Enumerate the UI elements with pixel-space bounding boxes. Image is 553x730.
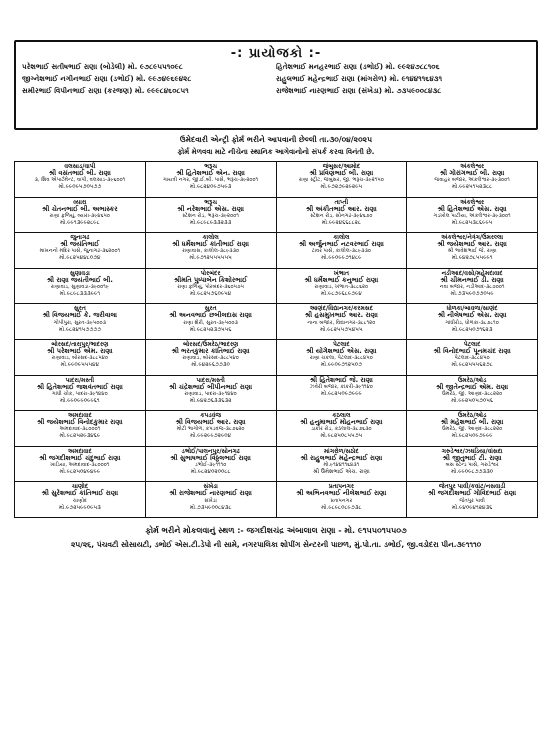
contact-mobile: મો.૯૯૨૫૧૫૨૩૮૮ — [451, 184, 493, 191]
contact-mobile: મો.૯૮૯૮૩૩૩૯૯૧ — [59, 291, 101, 298]
contact-cell — [15, 411, 146, 447]
contact-name: શ્રી જગદીશભાઈ ગોવિંદભાઈ રાણા — [428, 489, 517, 498]
contact-name: શ્રી ચીમનભાઈ ડી. રાણા — [440, 275, 504, 284]
contact-name: શ્રી વિજયભાઈ આર. રાણા — [175, 418, 246, 427]
contact-address: ગાંધી ચોક, પાદરા-૩૯૧૪૪૦ — [52, 390, 108, 397]
footer — [14, 524, 538, 552]
contact-mobile: મો.૯૮૨૪૦૯૭૫૯૩ — [189, 184, 232, 191]
contact-name: શ્રી હનુમાભાઈ મોહનભાઈ રાણા — [300, 418, 383, 427]
contact-mobile: મો.૯૮૨૫૭૬૦૯૫૪ — [189, 291, 232, 298]
contact-mobile: મો.૯૯૨૫૦૫૭૦૫૬ — [451, 397, 494, 404]
contact-place: આણંદ/વિદ્યાનગર/કરમસદ — [309, 305, 373, 313]
contact-address: ટાવર પાસે, કાલોલ-૩૮૯૩૩૦ — [311, 248, 372, 255]
contact-mobile: મો.૯૮૨૫૨૩૭૫૫૬ — [189, 326, 232, 333]
contact-mobile: મો.૯૮૨૫૨૯૩૪૬૯ — [59, 433, 101, 440]
contact-cell — [146, 233, 277, 269]
contact-address: રાણાવાડ, પાદરા-૩૯૧૪૪૦ — [184, 390, 237, 397]
contact-name: શ્રી ચેતનભાઈ બી. અભાસ્કર — [42, 204, 118, 213]
contact-cell — [407, 269, 538, 305]
contact-address: મો.૯૧૪૪૧૧૬૪૩૧ — [323, 461, 360, 468]
contact-address: ઉમરેઠ, જી. આણંદ-૩૮૮૨૨૦ — [441, 390, 503, 397]
sponsor-entry: પરેશભાઈ સતીષભાઈ રાણા (બોડેલી) મો. ૯૭૮૯૫૫૧૦૯૮ — [22, 62, 183, 71]
contact-place: કઠલાલ — [332, 412, 351, 420]
contact-place: ગરુડેશ્વર/ઝઘડિયા/વાંસદા — [441, 447, 503, 455]
contact-cell — [15, 482, 146, 518]
contact-mobile: મો.૯૮૨૫૪૪૮૦૭૪ — [59, 255, 101, 262]
contact-name: શ્રી વિનોદભાઈ પૂનમચંદ રાણા — [433, 347, 511, 356]
contact-address: રાણાવાડ, સુણાવડા-૩૯૦૦૧૯ — [50, 283, 109, 290]
contact-place: ધોળકા/બાવળા/સાણંદ — [446, 305, 498, 313]
contact-name: શ્રી પ્રવિણભાઈ બી. રાણા — [309, 169, 374, 178]
contact-cell — [407, 340, 538, 376]
contact-address: જેતપુર પાવી — [459, 497, 485, 504]
contact-cell — [146, 376, 277, 412]
contact-mobile: મો.૯૮૯૮૯૩૩૨૩૩ — [189, 219, 232, 226]
contact-place: અમદાવાદ — [67, 412, 92, 420]
contact-mobile: મો.૯૯૦૯૯૭૧૪૮૯ — [321, 255, 362, 262]
contact-address: ગાંધીરોડ, ધોળકા-૩૮૭૮૧૦ — [445, 319, 499, 326]
contact-mobile: મો.૯૯૦૯૭૧૨૫૦૭ — [320, 362, 363, 369]
contact-name: શ્રી સુભાષભાઈ વિઠ્ઠલભાઈ રાણા — [170, 453, 251, 462]
contact-cell — [407, 304, 538, 340]
contact-name: શ્રી રાણા જયંતીભાઈ બી. — [46, 275, 113, 284]
contact-mobile: મો.૯૭૨૭૯૨૯૨૯૫ — [320, 184, 363, 191]
contact-address: ડભોઈ-૩૯૧૧૧૦ — [194, 461, 227, 468]
contact-cell — [15, 162, 146, 198]
contact-mobile: મો.૯૯૨૯૯૭૨૯૦૪ — [190, 433, 232, 440]
contact-address: ઝવેરી બજાર, કાંકરી-૩૯૧૧૪૦ — [309, 383, 373, 390]
contact-instruction: ફોર્મ મેળવવા માટે નીચેના સ્થાનિક આગેવાનોનો સંપર્ક કરવા વિનંતી છે. — [177, 148, 375, 156]
contact-address: રાણાવાડ, બોરસદ-૩૮૮૫૪૦ — [182, 355, 239, 362]
contact-place: માંગરોળ/સઠોદ — [323, 447, 359, 455]
contact-name: શ્રી મહેશભાઈ બી. રાણા — [440, 418, 504, 427]
contact-cell — [407, 447, 538, 483]
contact-mobile: મો.૯૮૨૪૧૫૭૭૭૭ — [58, 326, 101, 333]
contact-place: સંખેડા — [203, 483, 218, 491]
sponsor-row — [16, 61, 536, 73]
contact-place: ઉમરેઠ/ઓડ — [457, 412, 487, 420]
contact-place: પાદરા/મસ્તી — [65, 376, 95, 384]
deadline-line: ઉમેદવારી એન્ટ્રી ફોર્મ ભરીને આપવાની છેલ્લી તા.૩૦/૦૪/૨૦૨૫ — [179, 135, 373, 144]
contact-mobile: શ્રી ઉમેશભાઈ એચ. રાણા — [312, 469, 370, 476]
contact-cell — [407, 411, 538, 447]
contact-place: ચાણોદ — [71, 483, 89, 491]
contact-address: રાણા ફળિયું, વ્યારા-૩૯૪૬૫૦ — [49, 212, 111, 219]
contact-cell — [15, 198, 146, 234]
contact-name: શ્રી નરેશભાઈ એસ. રાણા — [177, 204, 244, 213]
contact-place: અંકલેશ્વર/નેત્રંગ/ઉમરલ્લા — [441, 234, 504, 242]
contact-cell — [146, 482, 277, 518]
contact-place: અંકલેશ્વર — [460, 163, 485, 170]
contact-mobile: મો.૯૮૯૮૦૮૯૭૩૮ — [321, 504, 362, 511]
contact-cell — [277, 340, 408, 376]
contact-mobile: મો.૯૮૨૪૦૨૦૦૮૮ — [190, 469, 231, 476]
contact-place: સુરત — [73, 305, 86, 313]
contact-place: બોરસદ/ઉમરેઠ/ભાદરણ — [182, 340, 239, 348]
contact-name: શ્રી હિતેશભાઈ જશવંતભાઈ રાણા — [36, 382, 123, 391]
contact-mobile: મો.૯૮૨૫૦૭૧૬૨૩ — [451, 326, 493, 333]
contacts-grid — [14, 161, 538, 518]
deadline-notice — [14, 134, 538, 158]
contact-name: શ્રી પરેશભાઈ એમ. રાણા — [47, 347, 113, 356]
contact-mobile: મો.૯૯૦૯૫૭૦૫૭૭ — [58, 184, 102, 191]
contact-cell — [15, 376, 146, 412]
sponsor-row — [16, 85, 536, 97]
contact-name: શ્રી હિતેશભાઈ જે. રાણા — [309, 375, 373, 384]
contact-cell — [277, 233, 408, 269]
submission-address: ૨૫/૨૬, પંચવટી સોસાયટી, ડભોઈ એસ.ટી.ડેપો ની સામે, નગરપાલિકા શોપીંગ સેન્ટરની પાછળ, મું.પો.તા. ડભોઈ, જી.વડોદરા પીન.૩૯૧૧૧૦ — [70, 539, 482, 549]
contact-address: રાણાવાસ, કાલોલ-૩૮૯૩૩૦ — [182, 248, 240, 255]
contact-address: ઉમરેઠ, જી. આણંદ-૩૮૮૨૨૦ — [441, 426, 503, 433]
contact-cell — [277, 411, 408, 447]
contact-cell — [146, 447, 277, 483]
contact-place: વ્યારા — [73, 198, 87, 206]
contact-name: શ્રી રાહુલભાઈ મહેન્દ્રભાઈ રાણા — [300, 453, 383, 462]
contact-cell — [15, 340, 146, 376]
contact-place: સુણાવડા — [69, 269, 90, 277]
contact-address: ડાકોર રોડ, કઠલાલ-૩૮૭૬૩૦ — [311, 426, 372, 433]
contact-mobile: મો.૯૮૨૫૩૮૬૯૯૫ — [451, 219, 493, 226]
contact-address: ૩, શિવ એપાર્ટમેન્ટ, વાપી, વલસાડ-૩૯૬૦૦૧ — [34, 177, 126, 184]
contact-cell — [146, 411, 277, 447]
contact-mobile: મો.૯૯૧૩૯૯૨૮૯૮ — [60, 219, 100, 226]
contact-name: શ્રી યોગેશભાઈ એસ. રાણા — [306, 347, 377, 356]
contact-address: ચાણોદ — [72, 497, 87, 504]
contact-name: શ્રી ધર્મેશભાઈ કાંતીભાઈ રાણા — [172, 240, 249, 249]
contact-address: અમદાવાદ-૩૮૦૦૦૧ — [59, 426, 101, 433]
contact-mobile: મો.૯૭૧૨૫૫૫૫૫૫ — [189, 255, 232, 262]
contact-name: શ્રી ધર્મેશભાઈ કનુભાઈ રાણા — [304, 275, 379, 284]
sponsor-entry: સમીરભાઈ વિપીનભાઈ રાણા (કરજણ) મો. ૯૯૯૮૪૬૦૮૫૧ — [22, 86, 189, 95]
contact-cell — [146, 162, 277, 198]
contact-place: જંબુસર/આમોદ — [322, 163, 361, 170]
contact-cell — [407, 233, 538, 269]
contact-place: અમદાવાદ — [67, 447, 92, 455]
contact-mobile: મો.૯૮૨૫૫૫૬૨૭૮ — [451, 362, 493, 369]
contact-cell — [407, 162, 538, 198]
contact-name: શ્રી અર્જુનભાઈ નટવરભાઈ રાણા — [298, 240, 384, 249]
contact-mobile: મો.૯૮૨૫૦૯૭૯૯૯ — [320, 390, 362, 397]
contact-address: ખાડિયા, અમદાવાદ-૩૮૦૦૦૧ — [50, 461, 110, 468]
contact-cell — [277, 304, 408, 340]
contact-mobile: મો.૯૯૦૯૮૭૭૩૩૦ — [451, 469, 494, 476]
contact-place: નડીઆદ/વસો/મહેમદાવાદ — [441, 269, 503, 277]
contact-name: શ્રી જયેશભાઈ આર. રાણા — [437, 240, 507, 249]
contact-address: જવાહર બજાર, અંકલેશ્વર-૩૯૩૦૦૧ — [434, 177, 510, 184]
contact-address: ગોપીપુરા, સુરત-૩૯૫૦૦૩ — [53, 319, 107, 326]
contact-address: મોટી ભાગોળ, કપડવંજ-૩૮૭૬૨૦ — [176, 426, 245, 433]
contact-cell — [15, 304, 146, 340]
contact-name: શ્રી અનવભાઈ છબીલદાસ રાણા — [169, 311, 252, 320]
contact-place: બોરસદ/તારાપુર/ભાદરણ — [51, 340, 109, 348]
contact-place: કાલોલ — [202, 234, 219, 242]
contact-address: સ્ટેશન રોડ, સોનગઢ-૩૯૪૬૭૦ — [310, 212, 373, 219]
contact-place: ભરૂચ — [204, 163, 218, 170]
contact-cell — [146, 304, 277, 340]
contact-address: પ્રતાપનગર — [330, 497, 353, 504]
contact-place: કાલોલ — [333, 234, 350, 242]
contact-cell — [15, 447, 146, 483]
contact-address: ગડખોલ પાટીયા, અંકલેશ્વર-૩૯૩૦૦૧ — [433, 212, 511, 219]
contact-name: શ્રી વસંતભાઈ બી. રાણા — [48, 169, 111, 178]
contact-place: ડભોઈ/પાલનપુર/સોનગઢ — [181, 447, 240, 455]
sponsor-entry: રાજેશભાઈ નારણભાઈ રાણા (સંખેડા) મો. ૭૩૫૯૦૦૮૪૩૮ — [276, 86, 442, 95]
contact-mobile: મો.૯૮૨૫૫૭૫૪૫૫ — [320, 326, 363, 333]
contact-cell — [277, 447, 408, 483]
contact-address: સંખેડા — [204, 497, 217, 504]
contact-address: રાણા ફળિયું, પોરબંદર-૩૬૦૫૭૫ — [177, 283, 244, 290]
contact-name: શ્રી જયેશભાઈ વિનોદકુમાર રાણા — [37, 418, 123, 427]
contact-name: શ્રી ચંદ્રેશભાઈ બીપીનભાઈ રાણા — [169, 382, 253, 391]
contact-address: નવા બજાર, નડીઆદ-૩૮૭૦૦૧ — [439, 283, 505, 290]
contact-place: પેટલાદ — [463, 340, 481, 348]
contact-name: શ્રી ગોરાંગભાઈ બી. રાણા — [439, 169, 505, 178]
contact-place: જેતપુર પાવી/કવાંટ/નસવાડી — [438, 483, 506, 491]
contact-name: શ્રી જીતેન્દ્રભાઈ એમ. રાણા — [436, 382, 509, 391]
contact-cell — [407, 198, 538, 234]
contact-cell — [277, 198, 408, 234]
contact-name: શ્રી હસમુખભાઈ આર. રાણા — [304, 311, 378, 320]
contact-name: શ્રી જયંતિભાઈ — [60, 240, 100, 249]
contact-name: શ્રી હિતેશભાઈ એન. રાણા — [176, 169, 245, 178]
contact-address: રાણાવાડ, બોરસદ-૩૮૮૫૪૦ — [51, 355, 109, 362]
contact-place: ભરૂચ — [204, 198, 218, 206]
contact-cell — [277, 162, 408, 198]
contact-place: અંકલેશ્વર — [460, 198, 485, 206]
sponsors-box — [14, 40, 538, 130]
contact-place: પેટલાદ — [333, 340, 350, 348]
contact-cell — [277, 482, 408, 518]
contact-cell — [146, 269, 277, 305]
contact-mobile: મો.૯૯૦૯૫૫૫૪૪ — [60, 362, 100, 369]
contact-cell — [15, 233, 146, 269]
contact-mobile: મો.૭૩૫૯૦૦૮૪૩૮ — [189, 504, 232, 511]
contact-mobile: મો.૯૮૨૫૦૪૯૪૯૯ — [59, 469, 101, 476]
contact-address: શ્રી ભાવેશભાઈ જે. રાણા — [447, 248, 497, 255]
contact-mobile: મો.૯૪૨૭૮૫૫૯૯૧ — [451, 255, 493, 262]
contact-place: જુનાગઢ — [70, 234, 90, 242]
contact-address: બસ સ્ટેન્ડ પાસે, ગરુડેશ્વર — [445, 461, 499, 468]
contact-mobile: મો.૯૪૦૯૪૧૨૪૩૬ — [451, 504, 493, 511]
contact-cell — [146, 198, 277, 234]
contact-name: શ્રી સુરેશભાઈ કાંતિભાઈ રાણા — [41, 489, 119, 498]
contact-mobile: મો.૯૮૨૫૦૯૭૯૯૯ — [451, 433, 493, 440]
contact-mobile: મો.૯૪૨૭૬૩૩૬૩૨ — [189, 397, 232, 404]
submission-place: ફોર્મ ભરીને મોકલવાનું સ્થળ :- જગદીશચંદ્ર અંબાલાલ રાણા - મો. ૯૧૫૫૦૧૫૫૦૭ — [145, 525, 407, 535]
contact-address: નાના બજાર, વિદ્યાનગર-૩૮૮૧૨૦ — [307, 319, 376, 326]
contact-cell — [277, 269, 408, 305]
contact-name: શ્રી અભિનવભાઈ નીલેશભાઈ રાણા — [296, 489, 387, 498]
contact-cell — [407, 482, 538, 518]
contact-cell — [146, 340, 277, 376]
contact-name: શ્રી વિજયભાઈ કે. જરીવાલા — [42, 311, 118, 320]
contact-address: રાણા શેરી, સુરત-૩૯૫૦૦૩ — [183, 319, 238, 326]
contact-name: શ્રીમતિ પુષ્પાબેન કિશોરભાઈ — [173, 275, 248, 284]
contact-address: પેટલાદ-૩૮૮૪૫૦ — [454, 355, 490, 362]
sponsor-entry: રાહુલભાઈ મહેન્દ્રભાઈ રાણા (માંગરોળ) મો. ૯૧૪૪૧૧૬૪૩૧ — [276, 74, 443, 83]
sponsors-title: -: પ્રાયોજકો :- — [230, 46, 322, 61]
contact-address: માખનનો મંદિર પાસે, જુનાગઢ-૩૬૨૦૦૧ — [39, 248, 121, 255]
contact-address: રાણા સ્ટ્રીટ, જંબુસર, જી. ભરૂચ-૩૯૨૧૫૦ — [298, 177, 384, 184]
contact-mobile: મો.૯૯૦૯૯૦૯૯૬૧ — [60, 397, 100, 404]
contact-place: પાદરા/મસ્તી — [196, 376, 225, 384]
contact-mobile: મો.૯૪૨૯૬૭૭૩૦ — [191, 362, 230, 369]
contact-place: પોરબંદર — [200, 269, 221, 277]
contact-cell — [407, 376, 538, 412]
contact-place: તાપ્તી — [334, 198, 349, 206]
contact-address: રાણાવાડ, ખંભાત-૩૮૮૬૨૦ — [314, 283, 369, 290]
contact-cell — [15, 269, 146, 305]
contact-name: શ્રી જીતુભાઈ ટી. રાણા — [442, 453, 502, 462]
contact-mobile: મો.૯૮૭૯૬૮૯૭૯૪ — [320, 291, 362, 298]
contact-name: શ્રી નીલેષભાઈ એસ. રાણા — [437, 311, 507, 320]
contact-place: ઉમરેઠ/ઓડ — [457, 376, 487, 384]
contact-name: શ્રી રાજેશભાઈ નારણભાઈ રાણા — [169, 489, 252, 498]
sponsor-entry: હિતેશભાઈ મનહરભાઈ રાણા (ડભોઈ) મો. ૯૯૨૪૭૮૮૧૦૬ — [276, 62, 440, 71]
notice-page — [14, 40, 538, 724]
contact-name: શ્રી અંકીતભાઈ આર. રાણા — [306, 204, 377, 213]
contact-place: વલસાડ/વાપી — [64, 163, 96, 170]
contact-name: શ્રી હિતેશભાઈ એસ. રાણા — [437, 204, 507, 213]
contact-address: સ્ટેશન રોડ, ભરૂચ-૩૯૨૦૦૧ — [182, 212, 239, 219]
contact-cell — [277, 376, 408, 412]
contact-mobile: મો.૯૭૨૫૯૯૦૯૫૩ — [58, 504, 101, 511]
contact-name: શ્રી જગદીશભાઈ ચંદુભાઈ રાણા — [39, 453, 121, 462]
contact-name: શ્રી ભરતકુમાર કાંતિભાઈ રાણા — [171, 347, 250, 356]
sponsor-entry: જીગ્નેશભાઈ નગીનભાઈ રાણા (ડભોઈ) મો. ૯૯૭૪૯૬૯૪૨૮ — [22, 74, 192, 83]
contact-place: કપડવંજ — [200, 412, 222, 420]
contact-place: સુરત — [204, 305, 217, 313]
contact-mobile: મો.૭૩૫૯૦૭૭૦૫૯ — [450, 291, 494, 298]
sponsor-row — [16, 73, 536, 85]
contact-address: ગાયત્રી નગર, જી.ઈ.બી. પાસે, ભરૂચ-૩૯૨૦૦૧ — [163, 177, 259, 184]
contact-address: રાણા ચકલા, પેટલાદ-૩૮૮૪૫૦ — [309, 355, 373, 362]
contact-place: પ્રતાપનગર — [328, 483, 354, 491]
contact-mobile: મો.૯૮૨૫૦૮૫૫૭૫ — [320, 433, 363, 440]
contact-mobile: મો.૯૯૨૪૬૬૮૮૨૮ — [321, 219, 362, 226]
contact-place: ખંભાત — [333, 269, 349, 277]
